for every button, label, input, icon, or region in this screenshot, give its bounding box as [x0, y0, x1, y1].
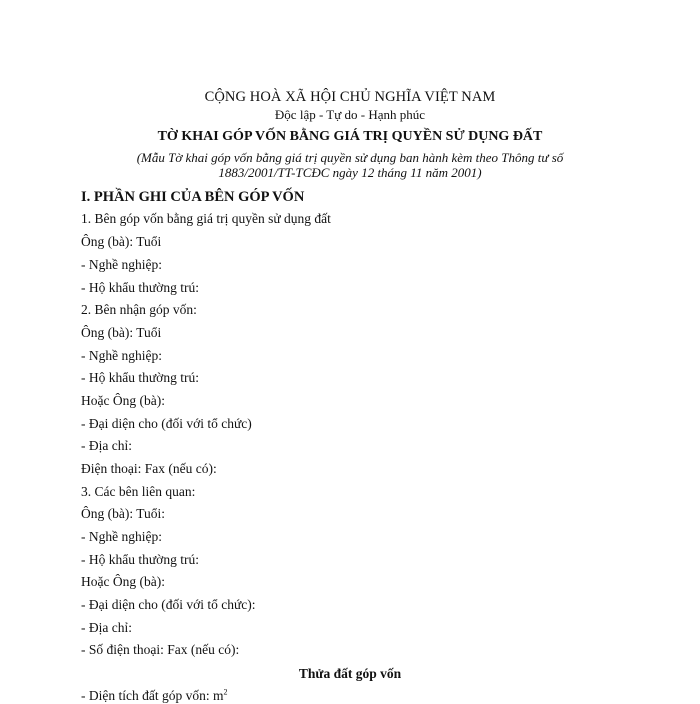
form-line: 3. Các bên liên quan: [81, 484, 196, 499]
motto: Độc lập - Tự do - Hạnh phúc [274, 107, 426, 122]
form-line: - Địa chỉ: [81, 438, 132, 453]
form-line: - Địa chỉ: [81, 620, 132, 635]
form-line: - Hộ khẩu thường trú: [81, 552, 199, 567]
country-header: CỘNG HOÀ XÃ HỘI CHỦ NGHĨA VIỆT NAM [204, 89, 496, 105]
land-area-label: - Diện tích đất góp vốn: m [81, 688, 224, 703]
form-line: - Hộ khẩu thường trú: [81, 280, 199, 295]
form-line: - Nghề nghiệp: [81, 257, 162, 272]
form-line: 1. Bên góp vốn bằng giá trị quyền sử dụng đất [81, 211, 331, 226]
area-unit-superscript: 2 [223, 687, 228, 697]
subtitle-line-2: 1883/2001/TT-TCĐC ngày 12 tháng 11 năm 2001) [218, 165, 482, 180]
form-line: - Đại diện cho (đối với tổ chức): [81, 597, 256, 612]
document-title: TỜ KHAI GÓP VỐN BẰNG GIÁ TRỊ QUYỀN SỬ DỤNG ĐẤT [157, 129, 543, 144]
form-line: 2. Bên nhận góp vốn: [81, 302, 197, 317]
form-line: Điện thoại: Fax (nếu có): [81, 461, 217, 476]
form-line: - Nghề nghiệp: [81, 529, 162, 544]
form-line: - Hộ khẩu thường trú: [81, 370, 199, 385]
subtitle-line-1: (Mẫu Tờ khai góp vốn bằng giá trị quyền sử dụng ban hành kèm theo Thông tư số [136, 150, 564, 165]
form-line: Ông (bà): Tuổi [81, 325, 162, 340]
land-area-line [81, 688, 227, 704]
form-line: - Nghề nghiệp: [81, 348, 162, 363]
section-heading: I. PHẦN GHI CỦA BÊN GÓP VỐN [81, 189, 305, 205]
form-line: Ông (bà): Tuổi: [81, 506, 166, 521]
land-section-heading: Thửa đất góp vốn [298, 666, 402, 681]
form-line: - Số điện thoại: Fax (nếu có): [81, 642, 240, 657]
form-line: Hoặc Ông (bà): [81, 393, 165, 408]
form-line: Ông (bà): Tuổi [81, 234, 162, 249]
form-line: Hoặc Ông (bà): [81, 574, 165, 589]
form-line: - Đại diện cho (đối với tổ chức) [81, 416, 252, 431]
